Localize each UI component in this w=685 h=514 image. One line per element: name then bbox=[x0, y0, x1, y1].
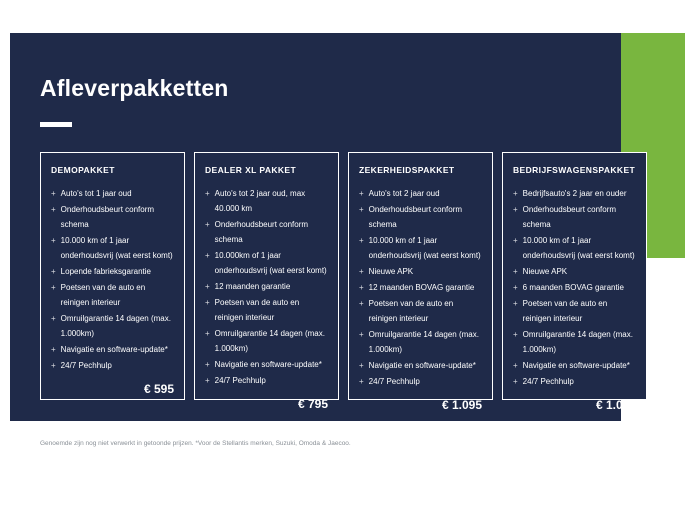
feature-text: 10.000km of 1 jaar onderhoudsvrij (wat eerst komt) bbox=[214, 251, 327, 275]
package-feature bbox=[51, 358, 174, 373]
package-feature bbox=[205, 279, 328, 294]
package-feature bbox=[205, 186, 328, 216]
feature-text: Lopende fabrieksgarantie bbox=[60, 267, 151, 276]
package-feature bbox=[513, 296, 636, 326]
feature-text: Poetsen van de auto en reinigen interieur bbox=[368, 299, 454, 323]
plus-icon: + bbox=[205, 298, 210, 307]
feature-text: 10.000 km of 1 jaar onderhoudsvrij (wat eerst komt) bbox=[368, 236, 481, 260]
plus-icon: + bbox=[359, 361, 364, 370]
package-feature bbox=[359, 296, 482, 326]
plus-icon: + bbox=[513, 299, 518, 308]
plus-icon: + bbox=[359, 299, 364, 308]
plus-icon: + bbox=[51, 236, 56, 245]
feature-text: Omruilgarantie 14 dagen (max. 1.000km) bbox=[368, 330, 479, 354]
package-name: DEMOPAKKET bbox=[51, 165, 115, 175]
feature-text: Onderhoudsbeurt conform schema bbox=[60, 205, 155, 229]
package-feature-list bbox=[205, 186, 328, 389]
plus-icon: + bbox=[205, 251, 210, 260]
main-panel bbox=[10, 33, 636, 421]
package-feature bbox=[513, 358, 636, 373]
plus-icon: + bbox=[205, 189, 210, 198]
package-price: € 595 bbox=[143, 382, 174, 396]
plus-icon: + bbox=[513, 267, 518, 276]
feature-text: 24/7 Pechhulp bbox=[368, 377, 420, 386]
package-feature bbox=[359, 233, 482, 263]
package-price: € 1.095 bbox=[441, 398, 482, 412]
package-feature bbox=[359, 186, 482, 201]
feature-text: 10.000 km of 1 jaar onderhoudsvrij (wat eerst komt) bbox=[60, 236, 173, 260]
package-feature-list bbox=[51, 186, 174, 374]
footnote: Genoemde zijn nog niet verwerkt in getoonde prijzen. *Voor de Stellantis merken, Suzuki, Omoda & Jaecoo. bbox=[40, 440, 351, 447]
feature-text: Navigatie en software-update* bbox=[214, 360, 322, 369]
feature-text: Poetsen van de auto en reinigen interieur bbox=[60, 283, 146, 307]
package-feature bbox=[51, 202, 174, 232]
package-cards bbox=[40, 152, 647, 412]
plus-icon: + bbox=[359, 330, 364, 339]
package-feature bbox=[51, 342, 174, 357]
feature-text: 6 maanden BOVAG garantie bbox=[522, 283, 624, 292]
feature-text: 24/7 Pechhulp bbox=[60, 361, 112, 370]
plus-icon: + bbox=[359, 377, 364, 386]
plus-icon: + bbox=[513, 283, 518, 292]
feature-text: 24/7 Pechhulp bbox=[214, 376, 266, 385]
package-card bbox=[348, 152, 493, 412]
plus-icon: + bbox=[205, 220, 210, 229]
feature-text: 12 maanden BOVAG garantie bbox=[368, 283, 475, 292]
feature-text: Poetsen van de auto en reinigen interieur bbox=[522, 299, 608, 323]
package-card bbox=[502, 152, 647, 412]
feature-text: 12 maanden garantie bbox=[214, 282, 291, 291]
feature-text: Onderhoudsbeurt conform schema bbox=[522, 205, 617, 229]
feature-text: Nieuwe APK bbox=[522, 267, 568, 276]
feature-text: Omruilgarantie 14 dagen (max. 1.000km) bbox=[60, 314, 171, 338]
feature-text: Poetsen van de auto en reinigen interieur bbox=[214, 298, 300, 322]
package-feature bbox=[359, 327, 482, 357]
package-feature bbox=[513, 233, 636, 263]
package-name: DEALER XL PAKKET bbox=[205, 165, 297, 175]
package-feature bbox=[205, 295, 328, 325]
plus-icon: + bbox=[513, 236, 518, 245]
plus-icon: + bbox=[205, 376, 210, 385]
plus-icon: + bbox=[359, 283, 364, 292]
package-feature bbox=[359, 374, 482, 389]
plus-icon: + bbox=[513, 189, 518, 198]
plus-icon: + bbox=[359, 205, 364, 214]
package-feature bbox=[205, 248, 328, 278]
plus-icon: + bbox=[205, 329, 210, 338]
plus-icon: + bbox=[513, 330, 518, 339]
package-feature bbox=[513, 202, 636, 232]
package-feature bbox=[359, 264, 482, 279]
package-feature bbox=[359, 280, 482, 295]
package-name: BEDRIJFSWAGENSPAKKET bbox=[513, 165, 636, 175]
package-feature bbox=[205, 217, 328, 247]
package-feature-list bbox=[359, 186, 482, 390]
package-card bbox=[194, 152, 339, 411]
feature-text: Auto's tot 2 jaar oud bbox=[368, 189, 440, 198]
feature-text: Omruilgarantie 14 dagen (max. 1.000km) bbox=[522, 330, 633, 354]
package-feature bbox=[513, 186, 636, 201]
plus-icon: + bbox=[513, 205, 518, 214]
plus-icon: + bbox=[51, 283, 56, 292]
package-feature bbox=[205, 326, 328, 356]
package-feature bbox=[513, 374, 636, 389]
plus-icon: + bbox=[51, 267, 56, 276]
plus-icon: + bbox=[205, 360, 210, 369]
plus-icon: + bbox=[51, 361, 56, 370]
package-card bbox=[40, 152, 185, 400]
package-feature bbox=[51, 280, 174, 310]
feature-text: Navigatie en software-update* bbox=[522, 361, 630, 370]
feature-text: Nieuwe APK bbox=[368, 267, 414, 276]
plus-icon: + bbox=[513, 377, 518, 386]
plus-icon: + bbox=[513, 361, 518, 370]
package-feature bbox=[51, 233, 174, 263]
package-feature bbox=[205, 357, 328, 372]
plus-icon: + bbox=[51, 314, 56, 323]
package-feature bbox=[513, 280, 636, 295]
feature-text: Navigatie en software-update* bbox=[368, 361, 476, 370]
package-feature bbox=[359, 202, 482, 232]
package-feature bbox=[359, 358, 482, 373]
plus-icon: + bbox=[205, 282, 210, 291]
plus-icon: + bbox=[51, 345, 56, 354]
feature-text: Onderhoudsbeurt conform schema bbox=[368, 205, 463, 229]
feature-text: Bedrijfsauto's 2 jaar en ouder bbox=[522, 189, 627, 198]
feature-text: Omruilgarantie 14 dagen (max. 1.000km) bbox=[214, 329, 325, 353]
plus-icon: + bbox=[359, 267, 364, 276]
package-name: ZEKERHEIDSPAKKET bbox=[359, 165, 455, 175]
feature-text: Auto's tot 1 jaar oud bbox=[60, 189, 132, 198]
plus-icon: + bbox=[359, 189, 364, 198]
plus-icon: + bbox=[51, 189, 56, 198]
plus-icon: + bbox=[51, 205, 56, 214]
title-underline bbox=[40, 122, 72, 127]
feature-text: 10.000 km of 1 jaar onderhoudsvrij (wat eerst komt) bbox=[522, 236, 635, 260]
package-price: € 1.095 bbox=[595, 398, 636, 412]
plus-icon: + bbox=[359, 236, 364, 245]
package-feature-list bbox=[513, 186, 636, 390]
package-feature bbox=[513, 264, 636, 279]
feature-text: 24/7 Pechhulp bbox=[522, 377, 574, 386]
package-feature bbox=[51, 264, 174, 279]
feature-text: Navigatie en software-update* bbox=[60, 345, 168, 354]
package-feature bbox=[513, 327, 636, 357]
package-price: € 795 bbox=[297, 397, 328, 411]
feature-text: Onderhoudsbeurt conform schema bbox=[214, 220, 309, 244]
package-feature bbox=[205, 373, 328, 388]
package-feature bbox=[51, 311, 174, 341]
feature-text: Auto's tot 2 jaar oud, max 40.000 km bbox=[214, 189, 306, 213]
page-title: Afleverpakketten bbox=[40, 75, 229, 101]
package-feature bbox=[51, 186, 174, 201]
